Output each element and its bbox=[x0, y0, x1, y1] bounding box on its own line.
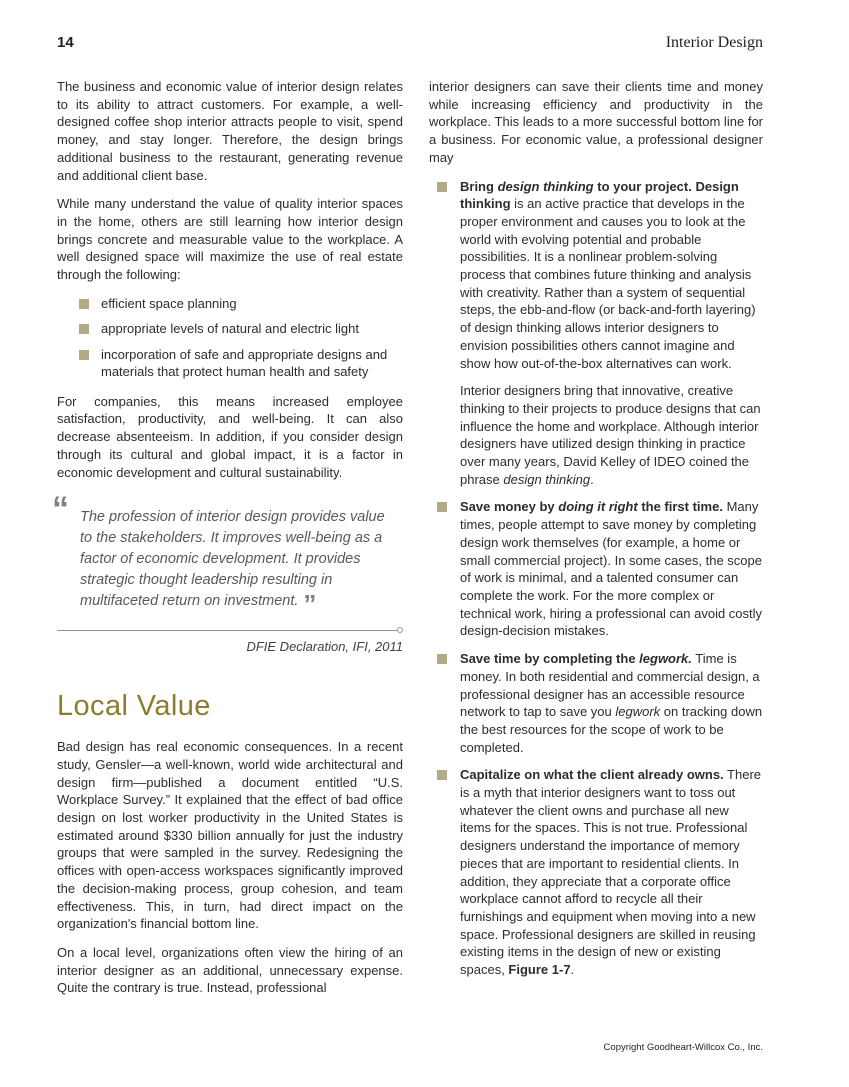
list-item-text: appropriate levels of natural and electric light bbox=[101, 321, 359, 337]
list-item bbox=[57, 295, 403, 313]
paragraph: While many understand the value of quality interior spaces in the home, others are still learning how interior design brings concrete and measurable value to the workplace. A well designed space will maximize the use of real estate through the following: bbox=[57, 196, 403, 283]
paragraph: interior designers can save their clients time and money while increasing efficiency and productivity in the workplace. This leads to a more successful bottom line for a business. For economic value, a professional designer may bbox=[429, 79, 763, 165]
copyright-notice: Copyright Goodheart-Willcox Co., Inc. bbox=[603, 1042, 763, 1053]
pull-quote bbox=[52, 490, 403, 655]
rule-line bbox=[57, 630, 397, 631]
running-title: Interior Design bbox=[665, 34, 763, 51]
list-item bbox=[429, 650, 763, 756]
bullet-list bbox=[57, 295, 403, 381]
right-column bbox=[429, 78, 763, 1008]
list-item-text: Capitalize on what the client already owns. There is a myth that interior designers want to toss out whatever the client owns and purchase all new items for the spaces. This is not true. Professional designers understand the importance of memory pieces that are important to residential clients. In addition, they appreciate that a corporate office workplace cannot afford to recycle all their furnishings and equipment when moving into a new space. Professional designers are skilled in reusing existing items in the design of new or existing spaces, Figure 1-7. bbox=[460, 767, 762, 978]
bullet-square-icon bbox=[437, 502, 447, 512]
open-quote-icon: “ bbox=[52, 490, 67, 529]
section-heading-local-value: Local Value bbox=[57, 690, 211, 723]
bullet-square-icon bbox=[437, 654, 447, 664]
pull-quote-text bbox=[52, 490, 403, 620]
paragraph: Bad design has real economic consequences. In a recent study, Gensler—a well-known, world wide architectural and design firm—published a document entitled “U.S. Workplace Survey.” It explained that the effect of bad office design on lost worker productivity in the United States is estimated around $330 billion annually for just the industry groups that were sampled in the survey. Redesigning the offices with open-access workspaces significantly improved the decision-making process, group cohesion, and team effectiveness. This, in turn, had direct impact on the organization's financial bottom line. bbox=[57, 739, 403, 932]
left-column bbox=[52, 78, 403, 1008]
bullet-square-icon bbox=[79, 350, 89, 360]
paragraph: Interior designers bring that innovative, creative thinking to their projects to produce designs that can influence the home and workplace. Although interior designers have utilized design thinking in practice over many years, David Kelley of IDEO coined the phrase design thinking. bbox=[460, 383, 761, 487]
bullet-square-icon bbox=[79, 324, 89, 334]
quote-attribution: DFIE Declaration, IFI, 2011 bbox=[246, 639, 403, 655]
paragraph: For companies, this means increased employee satisfaction, productivity, and well-being. It can also decrease absenteeism. In addition, if you consider design through its cultural and global impact, it is a factor in economic development and cultural sustainability. bbox=[57, 393, 403, 480]
list-item bbox=[57, 320, 403, 338]
list-item bbox=[429, 178, 763, 373]
list-item bbox=[429, 498, 763, 640]
page-body bbox=[52, 78, 763, 1008]
list-item-text: Save money by doing it right the first time. Many times, people attempt to save money by completing design work themselves (for example, a home or small commercial project). In some cases, the scope of work is minimal, and a talented consumer can complete the work. For the more complex or technical work, hiring a professional can avoid costly design-decision mistakes. bbox=[460, 499, 763, 639]
list-item-text: incorporation of safe and appropriate designs and materials that protect human health and safety bbox=[101, 346, 388, 380]
paragraph: The business and economic value of interior design relates to its ability to attract customers. For example, a well-designed coffee shop interior attracts people to visit, spend money, and stay longer. Therefore, the design brings additional business to the restaurant, generating revenue and additional client base. bbox=[57, 79, 403, 183]
page-header bbox=[57, 34, 763, 52]
list-item bbox=[429, 766, 763, 978]
bullet-square-icon bbox=[437, 182, 447, 192]
quote-text: The profession of interior design provides value to the stakeholders. It improves well-being as a factor of economic development. It provides strategic thought leadership resulting in multifaceted return on investment. bbox=[80, 509, 385, 610]
bullet-square-icon bbox=[79, 299, 89, 309]
list-item-text: efficient space planning bbox=[101, 295, 237, 311]
page-number: 14 bbox=[57, 34, 74, 51]
close-quote-icon: ” bbox=[303, 589, 317, 620]
rule-end-circle-icon bbox=[397, 627, 403, 633]
bullet-square-icon bbox=[437, 770, 447, 780]
list-item-text: Bring design thinking to your project. Design thinking is an active practice that develops in the proper environment and causes you to look at the world with evolving potential and probable possibilities. It is a nonlinear problem-solving process that combines future thinking and analysis with creativity. Rather than a system of sequential steps, the ebb-and-flow (or back-and-forth layering) of design thinking allows interior designers to envision possibilities others cannot imagine and show how out-of-the-box alternatives can work. bbox=[460, 178, 756, 371]
list-item bbox=[57, 346, 403, 381]
quote-rule bbox=[57, 627, 403, 633]
paragraph: On a local level, organizations often view the hiring of an interior designer as an additional, unnecessary expense. Quite the contrary is true. Instead, professional bbox=[57, 944, 403, 996]
list-item-text: Save time by completing the legwork. Time is money. In both residential and commercial design, a professional designer has an accessible resource network to tap to save you legwork on tracking down the best resources for the scope of work to be completed. bbox=[460, 651, 763, 755]
